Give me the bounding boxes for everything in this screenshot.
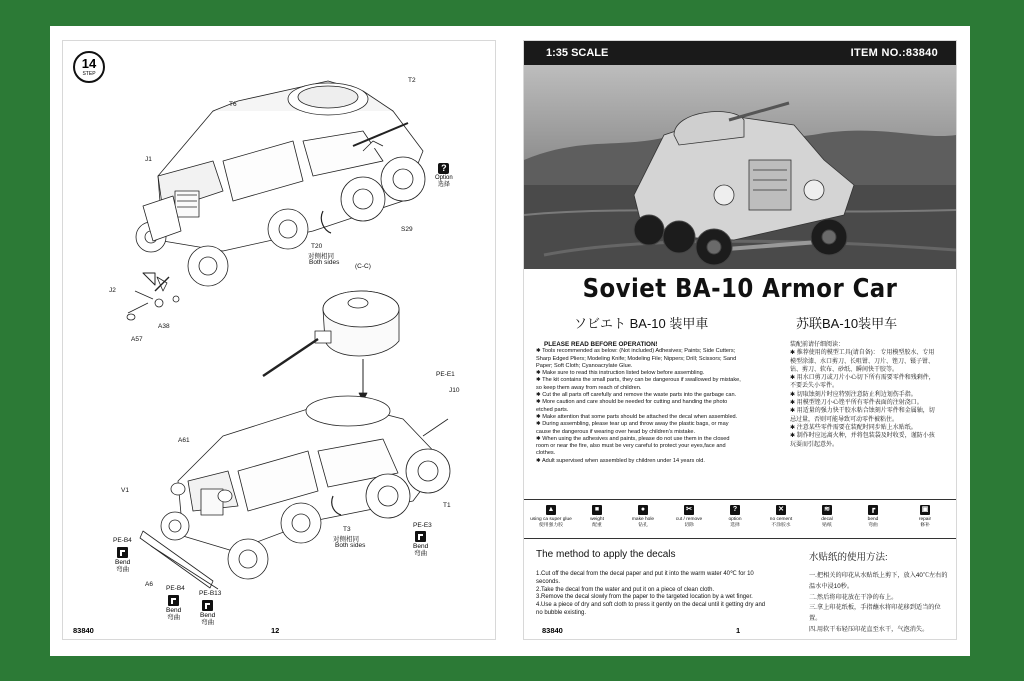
- decal-step-zh: 一.把相关的印花从水贴纸上剪下，放入40℃左右的温水中浸10秒。: [809, 572, 948, 590]
- cut-icon: ✂: [684, 505, 694, 515]
- warning-item-zh: ✱ 用水口剪刀或刀片小心切下所有需要零件和残剩件，不要丢失小零件。: [790, 375, 935, 390]
- warning-item-zh: ✱ 推荐使用的模型工具(请自备)： 专用模型胶水、专用模型涂漆、水口剪刀、长咀钳、刀片、锉刀、镊子钳、钻、剪刀、软布、砂纸、瞬间快干胶等。: [790, 350, 935, 373]
- left-page-step-14: [62, 40, 496, 640]
- bend-icon: [202, 600, 213, 611]
- symbol-legend: [524, 499, 956, 539]
- upper-wheel-rear1: [341, 177, 385, 221]
- warning-item: ✱ When using the adhesives and paints, please do not use them in the closed room or near the fire, also must be very careful to protect your eyes,face and clothes.: [536, 435, 730, 457]
- legend-decal: [804, 505, 850, 528]
- label-s29: S29: [401, 226, 413, 233]
- right-page-cover: [523, 40, 957, 640]
- legend-label-en: option: [728, 517, 742, 522]
- label-a57: A57: [131, 336, 143, 343]
- legend-label-en: weight: [590, 517, 604, 522]
- upper-wheel-rear2: [381, 157, 425, 201]
- label-v1: V1: [121, 487, 129, 494]
- warning-item: ✱ During assembling, please tear up and throw away the plastic bags, or may cause the dangerous if wearing over head by children's mistake.: [536, 421, 729, 435]
- warnings-chinese: [790, 341, 940, 449]
- step-number: 14: [81, 56, 97, 71]
- warning-item: ✱ The kit contains the small parts, they can be dangerous if swallowed by mistake, so keep them away from reach of children.: [536, 377, 741, 391]
- lower-wheel-rear2: [406, 449, 450, 493]
- label-a38: A38: [158, 323, 170, 330]
- legend-label-en: repair: [918, 517, 932, 522]
- bend-label-zh: 弯曲: [167, 614, 181, 621]
- warning-heading: PLEASE READ BEFORE OPERATION!: [544, 341, 658, 348]
- bend-marker-pe-e3: [413, 531, 428, 557]
- legend-label-en: bend: [867, 517, 879, 522]
- decal-step-zh: 二.然后将印花放在干净的布上。: [809, 593, 898, 601]
- decal-step: 1.Cut off the decal from the decal paper and put it into the warm water 40℃ for 10 seconds.: [536, 571, 754, 585]
- legend-label-zh: 贴纸: [822, 522, 832, 528]
- label-cc: (C-C): [355, 263, 371, 270]
- bend-icon: ┏: [868, 505, 878, 515]
- step-word: STEP: [82, 71, 96, 77]
- label-t3-zh: 对侧相同: [333, 536, 359, 543]
- legend-cut: [666, 505, 712, 528]
- decal-step: 2.Take the decal from the water and put it on a piece of clean cloth.: [536, 586, 715, 593]
- warning-item: ✱ Make attention that some parts should be attached the decal when assembled.: [536, 413, 738, 420]
- legend-label-zh: 钻孔: [638, 522, 648, 528]
- legend-label-zh: 修补: [920, 522, 930, 528]
- label-pe-b4-a: PE-B4: [113, 537, 132, 544]
- label-pe-b13: PE-B13: [199, 590, 222, 597]
- legend-label-zh: 使用强力胶: [539, 522, 563, 528]
- label-j1: J1: [145, 156, 152, 163]
- option-icon: ?: [730, 505, 740, 515]
- lower-wheel-mid: [281, 503, 321, 543]
- legend-label-zh: 选择: [730, 522, 740, 528]
- weight-icon: ■: [592, 505, 602, 515]
- bend-icon: [415, 531, 426, 542]
- no-cement-icon: ✕: [776, 505, 786, 515]
- legend-label-en: using ca super glue: [530, 517, 572, 522]
- turret: [263, 291, 399, 376]
- glue-icon: ▲: [547, 506, 555, 513]
- label-t2: T2: [408, 77, 416, 84]
- page-number-right: 1: [736, 626, 741, 635]
- label-pe-b4-b: PE-B4: [166, 585, 185, 592]
- legend-repair: [902, 505, 948, 528]
- legend-option: [712, 505, 758, 528]
- item-number: ITEM NO.:83840: [850, 47, 938, 59]
- option-label-zh: 选择: [437, 182, 450, 188]
- decal-step: 4.Use a piece of dry and soft cloth to press it gently on the decal until it getting dry and no bubble existing.: [536, 602, 766, 616]
- warnings-english: [536, 341, 741, 465]
- lower-turret-ring: [306, 396, 390, 426]
- scale-label: 1:35 SCALE: [546, 47, 609, 59]
- label-t3: T3: [343, 526, 351, 533]
- bend-icon: [168, 595, 179, 606]
- label-t20-zh: 对侧相同: [308, 253, 334, 260]
- decal-steps-zh: [809, 571, 949, 636]
- label-t3-en: Both sides: [335, 542, 366, 549]
- legend-label-en: cut / remove: [675, 517, 703, 522]
- legend-label-zh: 不涂胶水: [771, 522, 791, 528]
- legend-no-cement: [758, 505, 804, 528]
- legend-bend: [850, 505, 896, 528]
- lower-wheel-rear1: [366, 474, 410, 518]
- label-a61: A61: [178, 437, 190, 444]
- bend-label-zh: 弯曲: [414, 550, 428, 557]
- legend-label-zh: 配重: [592, 522, 602, 528]
- legend-label-en: make hole: [631, 517, 655, 522]
- bend-label-zh: 弯曲: [201, 619, 215, 626]
- warning-item: ✱ Cut the all parts off carefully and remove the waste parts into the garbage can.: [536, 392, 737, 399]
- label-t6: T6: [229, 101, 237, 108]
- item-code-left: 83840: [73, 626, 94, 635]
- armored-car-photo: [524, 65, 956, 269]
- warning-item: ✱ Make sure to read this instruction listed below before assembling.: [536, 370, 705, 377]
- decal-step-zh: 四.用软干布轻压印花直至水干，气泡消失。: [809, 625, 929, 633]
- decal-step: 3.Remove the decal slowly from the paper to the targeted location by a wet finger.: [536, 594, 753, 601]
- upper-wheel-front: [188, 246, 228, 286]
- bend-label-en: Bend: [413, 543, 429, 550]
- repair-icon: ▣: [921, 506, 929, 513]
- box-art-photo: [524, 65, 956, 269]
- legend-label-zh: 弯曲: [868, 522, 878, 528]
- bend-label-en: Bend: [200, 612, 216, 619]
- label-j10: J10: [449, 387, 460, 394]
- warning-heading-zh: 装配前请仔细阅读：: [790, 342, 845, 348]
- legend-label-zh: 切除: [684, 522, 694, 528]
- item-code-right: 83840: [542, 626, 563, 635]
- legend-label-en: decal: [821, 517, 833, 522]
- option-marker: [435, 163, 453, 189]
- bend-label-zh: 弯曲: [116, 566, 130, 573]
- warning-item: ✱ Adult supervised when assembled by children under 14 years old.: [536, 457, 705, 464]
- warning-item: ✱ Tools recommended as below: (Not included) Adhesives; Paints; Side Cutters; Sharp Edged Pliers; Modeling Knife; Modeling File; Nippers; Drill; Scissors; Sand Paper; Soft Cloth; Cyanoacrylate Glue.: [536, 348, 737, 369]
- label-t20-en: Both sides: [309, 259, 340, 266]
- product-title: Soviet BA-10 Armor Car: [582, 274, 898, 304]
- legend-hole: [620, 505, 666, 528]
- decal-heading: The method to apply the decals: [536, 549, 676, 560]
- hole-icon: ●: [638, 505, 648, 515]
- upper-wheel-mid: [268, 209, 308, 249]
- bend-marker-pe-b13: [200, 600, 215, 626]
- lower-wheel-front: [228, 539, 268, 579]
- decal-heading-zh: 水贴纸的使用方法:: [809, 552, 888, 563]
- label-a6: A6: [145, 581, 153, 588]
- decal-step-zh: 三.拿上印花纸板，手指蘸水将印花移到适当的位置。: [809, 604, 941, 623]
- label-j2: J2: [109, 287, 116, 294]
- warning-item-zh: ✱ 用适量的强力快干胶水粘合蚀刻片零件和金属轴，切忌过量，否则可能导致可动零件被粘住。: [790, 408, 935, 423]
- subtitle-japanese: ソビエト BA-10 装甲車: [574, 316, 709, 331]
- bend-marker-pe-b4-a: [115, 547, 130, 573]
- subtitle-chinese: 苏联BA-10装甲车: [796, 316, 898, 331]
- option-label-en: Option: [435, 175, 453, 181]
- warning-item-zh: ✱ 切取蚀刻片时应特别注意防止利边划伤手指。: [790, 391, 917, 398]
- legend-weight: [574, 505, 620, 528]
- label-t1: T1: [443, 502, 451, 509]
- legend-glue: [528, 505, 574, 528]
- label-pe-e3: PE-E3: [413, 522, 432, 529]
- bend-label-en: Bend: [166, 607, 182, 614]
- decal-steps: [536, 571, 771, 618]
- label-pe-e1: PE-E1: [436, 371, 455, 378]
- question-icon: ?: [438, 163, 449, 174]
- warning-item-zh: ✱ 制作时应远离火种，并将包装袋及时收妥，谨防小孩玩耍而引起意外。: [790, 433, 935, 448]
- warning-item-zh: ✱ 用模型锉刀小心锉平所有零件表面的注射浇口。: [790, 400, 923, 407]
- bend-label-en: Bend: [115, 559, 131, 566]
- warning-item: ✱ More caution and care should be needed for cutting and handing the photo etched parts.: [536, 399, 728, 413]
- decal-icon: ≋: [822, 505, 832, 515]
- label-t20: T20: [311, 243, 323, 250]
- page-number-left: 12: [271, 626, 280, 635]
- header-bar: [524, 41, 956, 65]
- legend-label-en: no cement: [769, 517, 793, 522]
- warning-item-zh: ✱ 注意某些零件需要在装配时同步贴上水贴纸。: [790, 424, 917, 431]
- bend-icon: [117, 547, 128, 558]
- bend-marker-pe-b4-b: [166, 595, 181, 621]
- assembly-diagram: [63, 41, 495, 621]
